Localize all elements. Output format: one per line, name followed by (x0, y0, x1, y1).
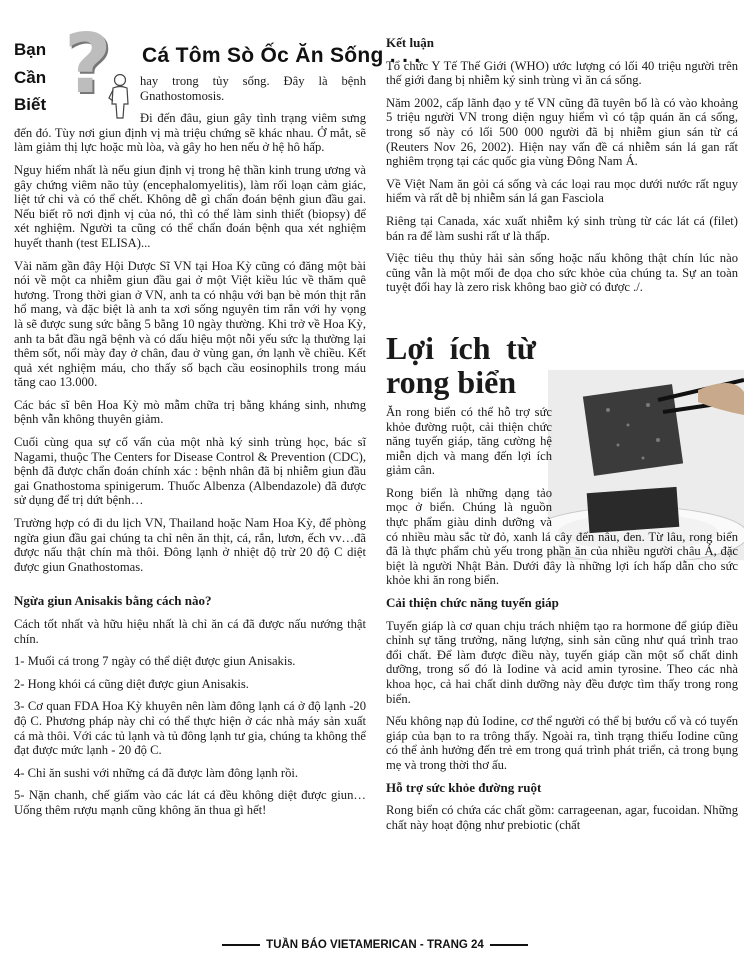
left-paragraph: Trường hợp có đi du lịch VN, Thailand hoặc Nam Hoa Kỳ, để phòng ngừa giun đầu gai chúng ta chỉ nên ăn thịt, cá, rắn, lươn, ếch vv…đã được nấu thật chín mà thôi. Đông lạnh ở nhiệt độ trừ 20 độ C diệt được giun Gnathostomas. (14, 516, 366, 574)
logo-text-line3: Biết (14, 95, 47, 114)
anisakis-paragraph: 3- Cơ quan FDA Hoa Kỳ khuyên nên làm đông lạnh cá ở độ lạnh -20 độ C. Phương pháp này chỉ có thể thực hiện ở các nhà máy sản xuất cá mà thôi. Với các tủ lạnh và tủ đông lạnh tư gia, chúng ta không thể đạt được mức lạnh - 20 độ C. (14, 699, 366, 758)
thyroid-heading: Cải thiện chức năng tuyến giáp (386, 595, 559, 611)
question-mark-icon: ? (64, 17, 112, 112)
conclusion-paragraph: Về Việt Nam ăn gỏi cá sống và các loại rau mọc dưới nước rất nguy hiểm và rất dễ bị nhiễm sán lá gan Fasciola (386, 176, 738, 206)
logo-wrap-space (14, 74, 140, 124)
footer-rule-right (490, 944, 528, 946)
logo-text-line1: Bạn (14, 40, 47, 59)
conclusion-paragraph: Riêng tại Canada, xác xuất nhiễm ký sinh trùng từ các lát cá (filet) bán ra để làm sushi rất ư là thấp. (386, 213, 738, 243)
gut-heading: Hỗ trợ sức khỏe đường ruột (386, 779, 542, 795)
gut-paragraph: Rong biển có chứa các chất gồm: carrageenan, agar, fucoidan. Những chất này hoạt động như prebiotic (chất (386, 803, 738, 832)
anisakis-paragraph: 4- Chỉ ăn sushi với những cá đã được làm đông lạnh rồi. (14, 765, 299, 780)
footer-rule-left (222, 944, 260, 946)
conclusion-paragraph: Việc tiêu thụ thủy hải sản sống hoặc nấu không thật chín lúc nào cũng vẫn là một mối đe dọa cho sức khỏe của chúng ta. Sự an toàn tuyệt đối hay là zero risk không bao giờ có được ./. (386, 251, 738, 295)
anisakis-paragraph: Cách tốt nhất và hữu hiệu nhất là chỉ ăn cá đã được nấu nướng thật chín. (14, 617, 366, 646)
seaweed-title: Lợi ích từ rong biển (386, 329, 536, 400)
left-paragraph: Các bác sĩ bên Hoa Kỳ mò mẫm chữa trị bằng kháng sinh, nhưng bệnh vẫn không thuyên giảm. (14, 397, 366, 427)
seaweed-paragraph: Rong biển là những dạng tảo mọc ở biển. Chúng là nguồn thực phẩm giàu dinh dưỡng và có nhiều màu sắc từ đỏ, xanh lá cây đến nâu, đen. Từ lâu, rong biển đã là thực phẩm chủ yếu trong phần ăn của nhiều người châu Á, đặc biệt là người Nhật Bản. Dưới đây là những lợi ích hấp dẫn cho sức khỏe khi ăn rong biển. (386, 485, 738, 588)
page-footer (0, 939, 750, 951)
left-column (14, 74, 366, 826)
right-column (386, 36, 738, 840)
logo-text-line2: Cần (14, 68, 47, 87)
left-paragraph: Đi đến đâu, giun gây tình trạng viêm sưng đến đó. Tùy nơi giun định vị mà triệu chứng sẽ khác nhau. Ở mắt, sẽ làm giảm thị lực hoặc mù lòa, và gây ho hen nếu ở hệ hô hấp. (14, 111, 366, 155)
anisakis-paragraph: 2- Hong khói cá cũng diệt được giun Anisakis. (14, 676, 249, 691)
left-paragraph: Nguy hiểm nhất là nếu giun định vị trong hệ thần kinh trung ương và gây chứng viêm não tủy (encephalomyelitis), làm rối loạn cảm giác, liệt tứ chi và có thể chết. Không dễ gì chẩn đoán bệnh giun đầu gai. Nếu biết rõ nơi định vị của nó, thì có thể làm sinh thiết (biopsy) để xét nghiệm. Người ta cũng có thể chẩn đoán bệnh qua xét nghiệm huyết thanh (test ELISA)... (14, 162, 366, 250)
conclusion-paragraph: Năm 2002, cấp lãnh đạo y tế VN cũng đã tuyên bố là có vào khoảng 5 triệu người VN trong diện nguy hiểm vì có tập quán ăn cá sống, trong số này có lối 500 000 người đã bị nhiễm giun sán từ cá (Reuters Nov 26, 2002). Hiện nay vấn đề cá nhiễm sán lá gan rất nghiêm trọng tại các quốc gia vùng Đông Nam Á. (386, 95, 738, 169)
anisakis-paragraph: 5- Nặn chanh, chế giấm vào các lát cá đều không diệt được giun… Uống thêm rượu mạnh cũng không ăn thua gì hết! (14, 788, 366, 817)
article-title: Cá Tôm Sò Ốc Ăn Sống . . . (142, 44, 421, 67)
anisakis-heading: Ngừa giun Anisakis bằng cách nào? (14, 593, 212, 609)
footer-text: TUẦN BÁO VIETAMERICAN - TRANG 24 (266, 939, 484, 951)
seaweed-intro (386, 405, 738, 478)
thyroid-paragraph: Nếu không nạp đủ Iodine, cơ thể người có thể bị bướu cổ và có tuyến giáp của bạn to ra trông thấy. Ngoài ra, tình trạng thiếu Iodine cũng có thể ảnh hưởng đến trẻ em trong quá trình phát triển, cả trong bụng mẹ và trong thời thơ ấu. (386, 714, 738, 772)
left-paragraph: hay trong tủy sống. Đây là bệnh Gnathostomosis. (140, 74, 366, 103)
anisakis-paragraph: 1- Muối cá trong 7 ngày có thể diệt được giun Anisakis. (14, 654, 296, 669)
conclusion-heading: Kết luận (386, 35, 435, 50)
thyroid-paragraph: Tuyến giáp là cơ quan chịu trách nhiệm tạo ra hormone để giúp điều chỉnh sự tăng trưởng, năng lượng, sinh sản cũng như quá trình trao đổi chất. Để làm được điều này, tuyến giáp cần một số chất dinh dưỡng, trong số đó là Iodine và acid amin tyrosine. Theo các nhà khoa học, cả hai chất dinh dưỡng này đều được tìm thấy trong rong biển. (386, 618, 738, 706)
left-paragraph: Vài năm gần đây Hội Dược Sĩ VN tại Hoa Kỳ cũng có đăng một bài nói về một ca nhiễm giun đầu gai ở một Việt kiều lúc về thăm quê hương. Trong thời gian ở VN, anh ta có nhậu với bạn bè món thịt rắn hổ mang, và đặc biệt là anh ta xơi sống nguyên tim rắn với hy vọng là sẽ được sung sức bằng 5 bằng 10 ngày thường. Khi trở về Hoa Kỳ, anh ta bắt đầu ngã bệnh và có dấu hiệu một nỗi yếu sức lạ thường lại thêm sốt, nổi mày đay ở chân, đau ở vùng gan, ớn lạnh về chiều. Kết quả xét nghiệm máu, cho thấy số bạch cầu eosinophils trong máu tăng cao 13.000. (14, 258, 366, 390)
seaweed-intro-text: Ăn rong biển có thể hỗ trợ sức khỏe đường ruột, cải thiện chức năng tuyến giáp, tăng cường hệ miễn dịch và mang đến lợi ích giảm cân. (386, 404, 552, 478)
left-paragraph: Cuối cùng qua sự cố vấn của một nhà ký sinh trùng học, bác sĩ Nagami, thuộc The Centers for Disease Control & Prevention (CDC), bệnh đã được chẩn đoán chính xác : bệnh nhân đã bị nhiễm giun đầu gai Gnathostoma spinigerum. Thuốc Albenza (Albendazole) đã được sử dụng để trị dứt bệnh… (14, 435, 366, 508)
conclusion-paragraph: Tổ chức Y Tế Thế Giới (WHO) ước lượng có lối 40 triệu người trên thế giới đang bị nhiễm ký sinh trùng vì ăn cá sống. (386, 58, 738, 88)
